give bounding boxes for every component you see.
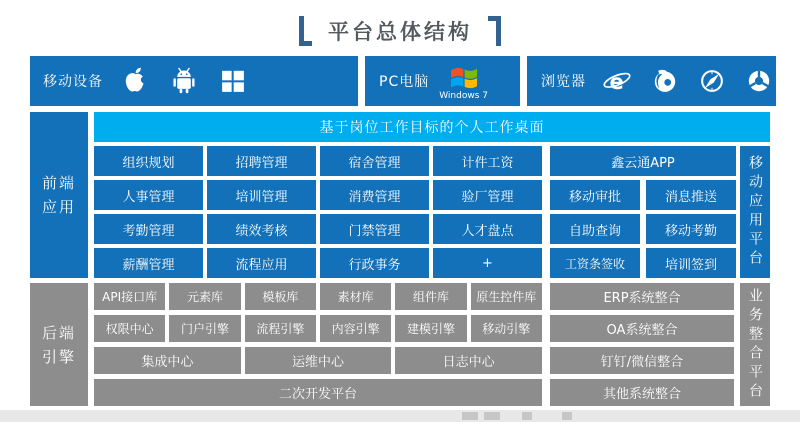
android-icon <box>167 63 201 99</box>
center-button: 集成中心 <box>94 347 241 374</box>
pc-label: PC电脑 <box>379 74 430 90</box>
svg-text:e: e <box>609 69 624 95</box>
engine-button: 内容引擎 <box>320 315 391 342</box>
device-bar <box>30 56 770 106</box>
library-button: 组件库 <box>395 283 466 310</box>
engine-button: 移动引擎 <box>471 315 542 342</box>
module-button: 培训管理 <box>207 180 316 210</box>
backend-side-label: 后端引擎 <box>30 283 88 406</box>
windows7-label: Windows 7 <box>439 91 488 101</box>
integration-button: OA系统整合 <box>550 315 734 342</box>
module-button: 人事管理 <box>94 180 203 210</box>
frontend-module-grid <box>94 146 736 278</box>
engine-button: 建模引擎 <box>395 315 466 342</box>
app-module-button: 移动考勤 <box>646 214 736 244</box>
center-button: 日志中心 <box>395 347 542 374</box>
module-button: 人才盘点 <box>433 214 542 244</box>
business-integration-platform-label: 业务整合平台 <box>740 283 770 406</box>
library-button: 素材库 <box>320 283 391 310</box>
windows-icon <box>216 64 250 98</box>
title-bracket-right <box>488 16 501 46</box>
page-title: 平台总体结构 <box>328 20 472 44</box>
library-button: 原生控件库 <box>471 283 542 310</box>
module-button: 门禁管理 <box>320 214 429 244</box>
center-button: 运维中心 <box>245 347 392 374</box>
integration-button: ERP系统整合 <box>550 283 734 310</box>
engine-button: 门户引擎 <box>169 315 240 342</box>
app-module-button: 工资条签收 <box>550 248 640 278</box>
firefox-icon <box>648 64 682 98</box>
title-row <box>0 0 800 52</box>
module-button: 宿舍管理 <box>320 146 429 176</box>
app-module-button: 移动审批 <box>550 180 640 210</box>
footer-thumbnail <box>562 412 572 420</box>
library-button: API接口库 <box>94 283 165 310</box>
browser-label: 浏览器 <box>541 74 586 90</box>
module-button: 组织规划 <box>94 146 203 176</box>
app-header-button: 鑫云通APP <box>550 146 736 176</box>
footer-thumbnail <box>484 412 500 420</box>
module-button: 计件工资 <box>433 146 542 176</box>
module-button: 验厂管理 <box>433 180 542 210</box>
module-button: 消费管理 <box>320 180 429 210</box>
mobile-devices-section <box>30 56 358 106</box>
personal-desktop-bar: 基于岗位工作目标的个人工作桌面 <box>94 112 770 142</box>
internet-explorer-icon <box>599 64 635 98</box>
integration-button: 其他系统整合 <box>550 379 734 406</box>
safari-icon <box>695 64 729 98</box>
add-module-button: + <box>433 248 542 278</box>
windows7-logo <box>439 65 488 101</box>
app-module-button: 培训签到 <box>646 248 736 278</box>
pc-section <box>365 56 520 106</box>
frontend-side-label: 前端应用 <box>30 112 88 278</box>
module-button: 薪酬管理 <box>94 248 203 278</box>
mobile-app-platform-label: 移动应用平台 <box>740 146 770 278</box>
engine-button: 权限中心 <box>94 315 165 342</box>
apple-icon <box>118 63 152 99</box>
library-button: 模板库 <box>245 283 316 310</box>
module-button: 考勤管理 <box>94 214 203 244</box>
module-button: 行政事务 <box>320 248 429 278</box>
integration-button: 钉钉/微信整合 <box>550 347 734 374</box>
app-module-button: 消息推送 <box>646 180 736 210</box>
library-button: 元素库 <box>169 283 240 310</box>
footer-thumbnail <box>522 412 532 420</box>
backend-grid <box>94 283 734 406</box>
app-module-button: 自助查询 <box>550 214 640 244</box>
module-button: 流程应用 <box>207 248 316 278</box>
backend-section <box>30 283 770 406</box>
footer-thumbnail <box>462 412 478 420</box>
module-button: 绩效考核 <box>207 214 316 244</box>
engine-button: 流程引擎 <box>245 315 316 342</box>
chrome-icon <box>742 64 776 98</box>
frontend-section <box>30 112 770 278</box>
mobile-devices-label: 移动设备 <box>43 74 103 90</box>
browser-section <box>527 56 776 106</box>
dev-platform-button: 二次开发平台 <box>94 379 542 406</box>
title-bracket-left <box>299 16 312 46</box>
module-button: 招聘管理 <box>207 146 316 176</box>
footer-strip <box>0 410 800 422</box>
